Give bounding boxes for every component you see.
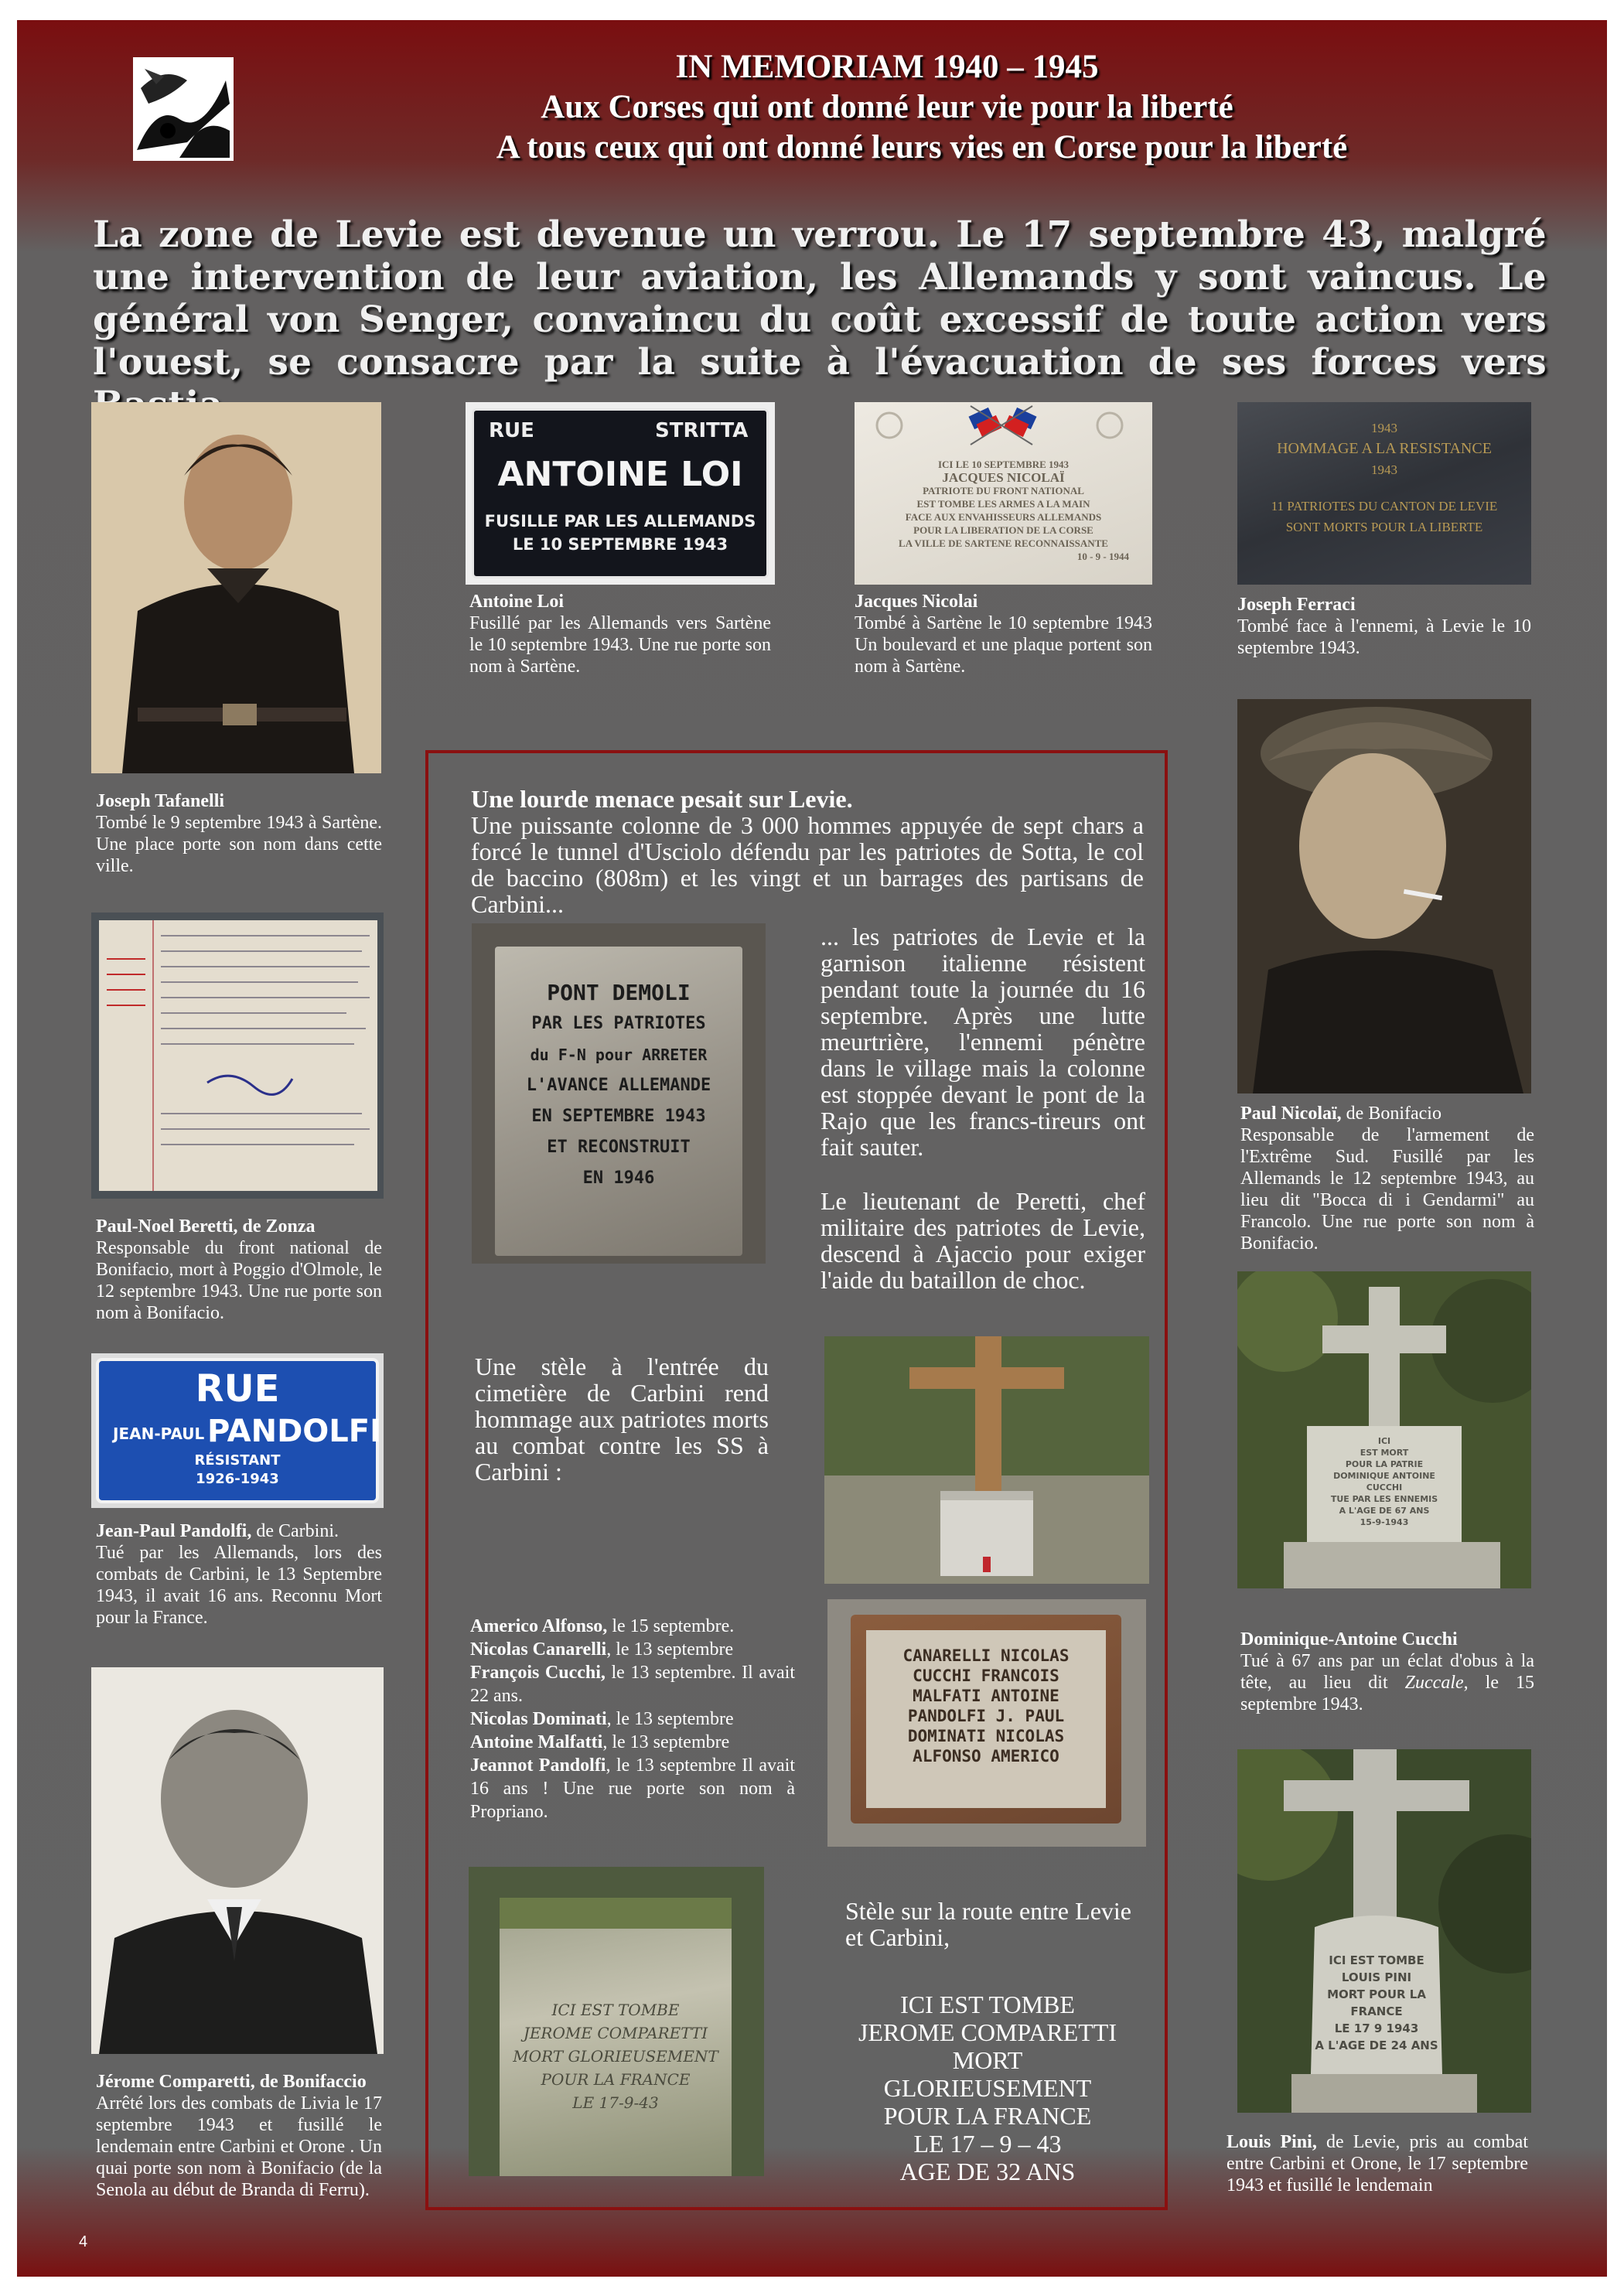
caption-louis-pini: Louis Pini, de Levie, pris au combat entre Carbini et Orone, le 17 septembre 1943 et fusillé le lendemain — [1227, 2132, 1528, 2195]
plaque-antoine-loi: RUE STRITTA ANTOINE LOI FUSILLE PAR LES ALLEMANDS LE 10 SEPTEMBRE 1943 — [466, 402, 775, 585]
center-stele-text: Une stèle à l'entrée du cimetière de Carbini rend hommage aux patriotes morts au combat contre les SS à Carbini : — [475, 1353, 769, 1486]
intro-paragraph: La zone de Levie est devenue un verrou. Le 17 septembre 43, malgré une intervention de leur aviation, les Allemands y sont vaincus. Le général von Senger, convaincu du coût excessif de toute action vers l'ouest, se consacre par la suite à l'évacuation de ses forces vers — [93, 213, 1547, 384]
page-number: 4 — [79, 2233, 88, 2250]
poster-page — [17, 20, 1607, 2277]
center-paragraph-2: ... les patriotes de Levie et la garnison italienne résistent pendant toute la journée du 16 septembre. Après une lutte meurtrière, l'ennemi pénètre dans le village mais la colonne est stoppée devant le pont de la Rajo que les francs-tireurs ont fait sauter. — [821, 923, 1145, 1161]
route-stele-text: Stèle sur la route entre Levie et Carbini, — [845, 1897, 1131, 1951]
caption-jean-paul-pandolfi: Jean-Paul Pandolfi, de Carbini. Tué par les Allemands, lors des combats de Carbini, le 13 Septembre 1943, il avait 16 ans. Reconnu Mort pour la France. — [96, 1521, 382, 1628]
caption-jerome-comparetti: Jérome Comparetti, de Bonifaccio Arrêté lors des combats de Livia le 17 septembre 1943 et fusillé le lendemain entre Carbini et Orone . Un quai porte son nom à Bonifacio (de la Senola au début de Branda di Ferru). — [96, 2072, 382, 2200]
center-paragraph-1: Une puissante colonne de 3 000 hommes appuyée de sept chars a forcé le tunnel d'Usciolo défendu par les patriotes de Sotta, le col de baccino (808m) et les vingt et un barrages des partisans de Carbini... — [471, 811, 1144, 918]
caption-antoine-loi: Antoine Loi Fusillé par les Allemands vers Sartène le 10 septembre 1943. Une rue porte son nom à Sartène. — [469, 592, 771, 677]
header-line-1: IN MEMORIAM 1940 – 1945 — [675, 49, 1099, 85]
victim-5: Antoine Malfatti, le 13 septembre — [470, 1732, 730, 1752]
photo-carbini-cross — [824, 1336, 1149, 1584]
caption-joseph-tafanelli: Joseph Tafanelli Tombé le 9 septembre 1943 à Sartène. Une place porte son nom dans cette ville. — [96, 791, 382, 876]
plaque-jacques-nicolai: ICI LE 10 SEPTEMBRE 1943 JACQUES NICOLAÏ PATRIOTE DU FRONT NATIONAL EST TOMBE LES ARMES A LA MAIN FACE AUX ENVAHISSEURS ALLEMANDS POUR LA LIBERATION DE LA CORSE LA VILLE DE SARTENE RECONNAISSANTE 10 - 9 - 1944 — [855, 402, 1152, 585]
victim-4: Nicolas Dominati, le 13 septembre — [470, 1709, 734, 1729]
plaque-joseph-ferraci: 1943 HOMMAGE A LA RESISTANCE 1943 11 PATRIOTES DU CANTON DE LEVIE SONT MORTS POUR LA LIBERTE — [1237, 402, 1531, 585]
victim-2: Nicolas Canarelli, le 13 septembre — [470, 1639, 734, 1660]
center-title: Une lourde menace pesait sur Levie. — [471, 785, 853, 813]
stone-jerome-comparetti: ICI EST TOMBE JEROME COMPARETTI MORT GLORIEUSEMENT POUR LA FRANCE LE 17-9-43 — [469, 1867, 764, 2176]
portrait-paul-nicolai — [1237, 699, 1531, 1093]
victim-6: Jeannot Pandolfi, le 13 septembre Il avait 16 ans ! Une rue porte son nom à Propriano. — [470, 1755, 795, 1822]
victims-list — [470, 1615, 795, 1823]
victim-1: Americo Alfonso, le 15 septembre. — [470, 1616, 735, 1636]
photo-cucchi-cross: ICI EST MORT POUR LA PATRIE DOMINIQUE ANTOINE CUCCHI TUE PAR LES ENNEMIS A L'AGE DE 67 ANS 15-9-1943 — [1237, 1271, 1531, 1588]
caption-jacques-nicolai: Jacques Nicolai Tombé à Sartène le 10 septembre 1943 Un boulevard et une plaque portent son nom à Sartène. — [855, 592, 1152, 677]
photo-louis-pini-cross: ICI EST TOMBE LOUIS PINI MORT POUR LA FRANCE LE 17 9 1943 A L'AGE DE 24 ANS — [1237, 1749, 1531, 2113]
caption-paul-nicolai: Paul Nicolaï, de Bonifacio Responsable de l'armement de l'Extrême Sud. Fusillé par les Allemands le 12 septembre 1943, au lieu dit "Bocca di i Gendarmi" au Francolo. Une rue porte son nom à Bonifacio. — [1240, 1104, 1534, 1254]
caption-joseph-ferraci: Joseph Ferraci Tombé face à l'ennemi, à Levie le 10 septembre 1943. — [1237, 595, 1531, 658]
plaque-carbini-names: CANARELLI NICOLAS CUCCHI FRANCOIS MALFATI ANTOINE PANDOLFI J. PAUL DOMINATI NICOLAS ALFONSO AMERICO — [827, 1599, 1146, 1847]
portrait-joseph-tafanelli — [91, 402, 381, 773]
victim-3: François Cucchi, le 13 septembre. Il avait 22 ans. — [470, 1663, 795, 1706]
caption-dominique-antoine-cucchi: Dominique-Antoine Cucchi Tué à 67 ans par un éclat d'obus à la tête, au lieu dit Zuccale, le 15 septembre 1943. — [1240, 1629, 1534, 1714]
center-paragraph-3: Le lieutenant de Peretti, chef militaire des patriotes de Levie, descend à Ajaccio pour exiger l'aide du bataillon de choc. — [821, 1187, 1145, 1294]
plaque-jean-paul-pandolfi: RUE JEAN-PAUL PANDOLFI RÉSISTANT 1926-1943 — [91, 1353, 384, 1508]
header-line-2: Aux Corses qui ont donné leur vie pour la liberté — [541, 89, 1233, 125]
header-line-3: A tous ceux qui ont donné leurs vies en Corse pour la liberté — [496, 129, 1348, 165]
register-paul-noel-beretti — [91, 913, 384, 1199]
route-inscription: ICI EST TOMBE JEROME COMPARETTI MORT GLORIEUSEMENT POUR LA FRANCE LE 17 – 9 – 43 AGE DE 32 ANS — [858, 1991, 1117, 2185]
stone-pont-demoli: PONT DEMOLI PAR LES PATRIOTES du F-N pour ARRETER L'AVANCE ALLEMANDE EN SEPTEMBRE 1943 ET RECONSTRUIT EN 1946 — [472, 923, 766, 1264]
portrait-jerome-comparetti — [91, 1667, 384, 2054]
caption-paul-noel-beretti: Paul-Noel Beretti, de Zonza Responsable du front national de Bonifacio, mort à Poggio d'Olmole, le 12 septembre 1943. Une rue porte son nom à Bonifacio. — [96, 1216, 382, 1323]
